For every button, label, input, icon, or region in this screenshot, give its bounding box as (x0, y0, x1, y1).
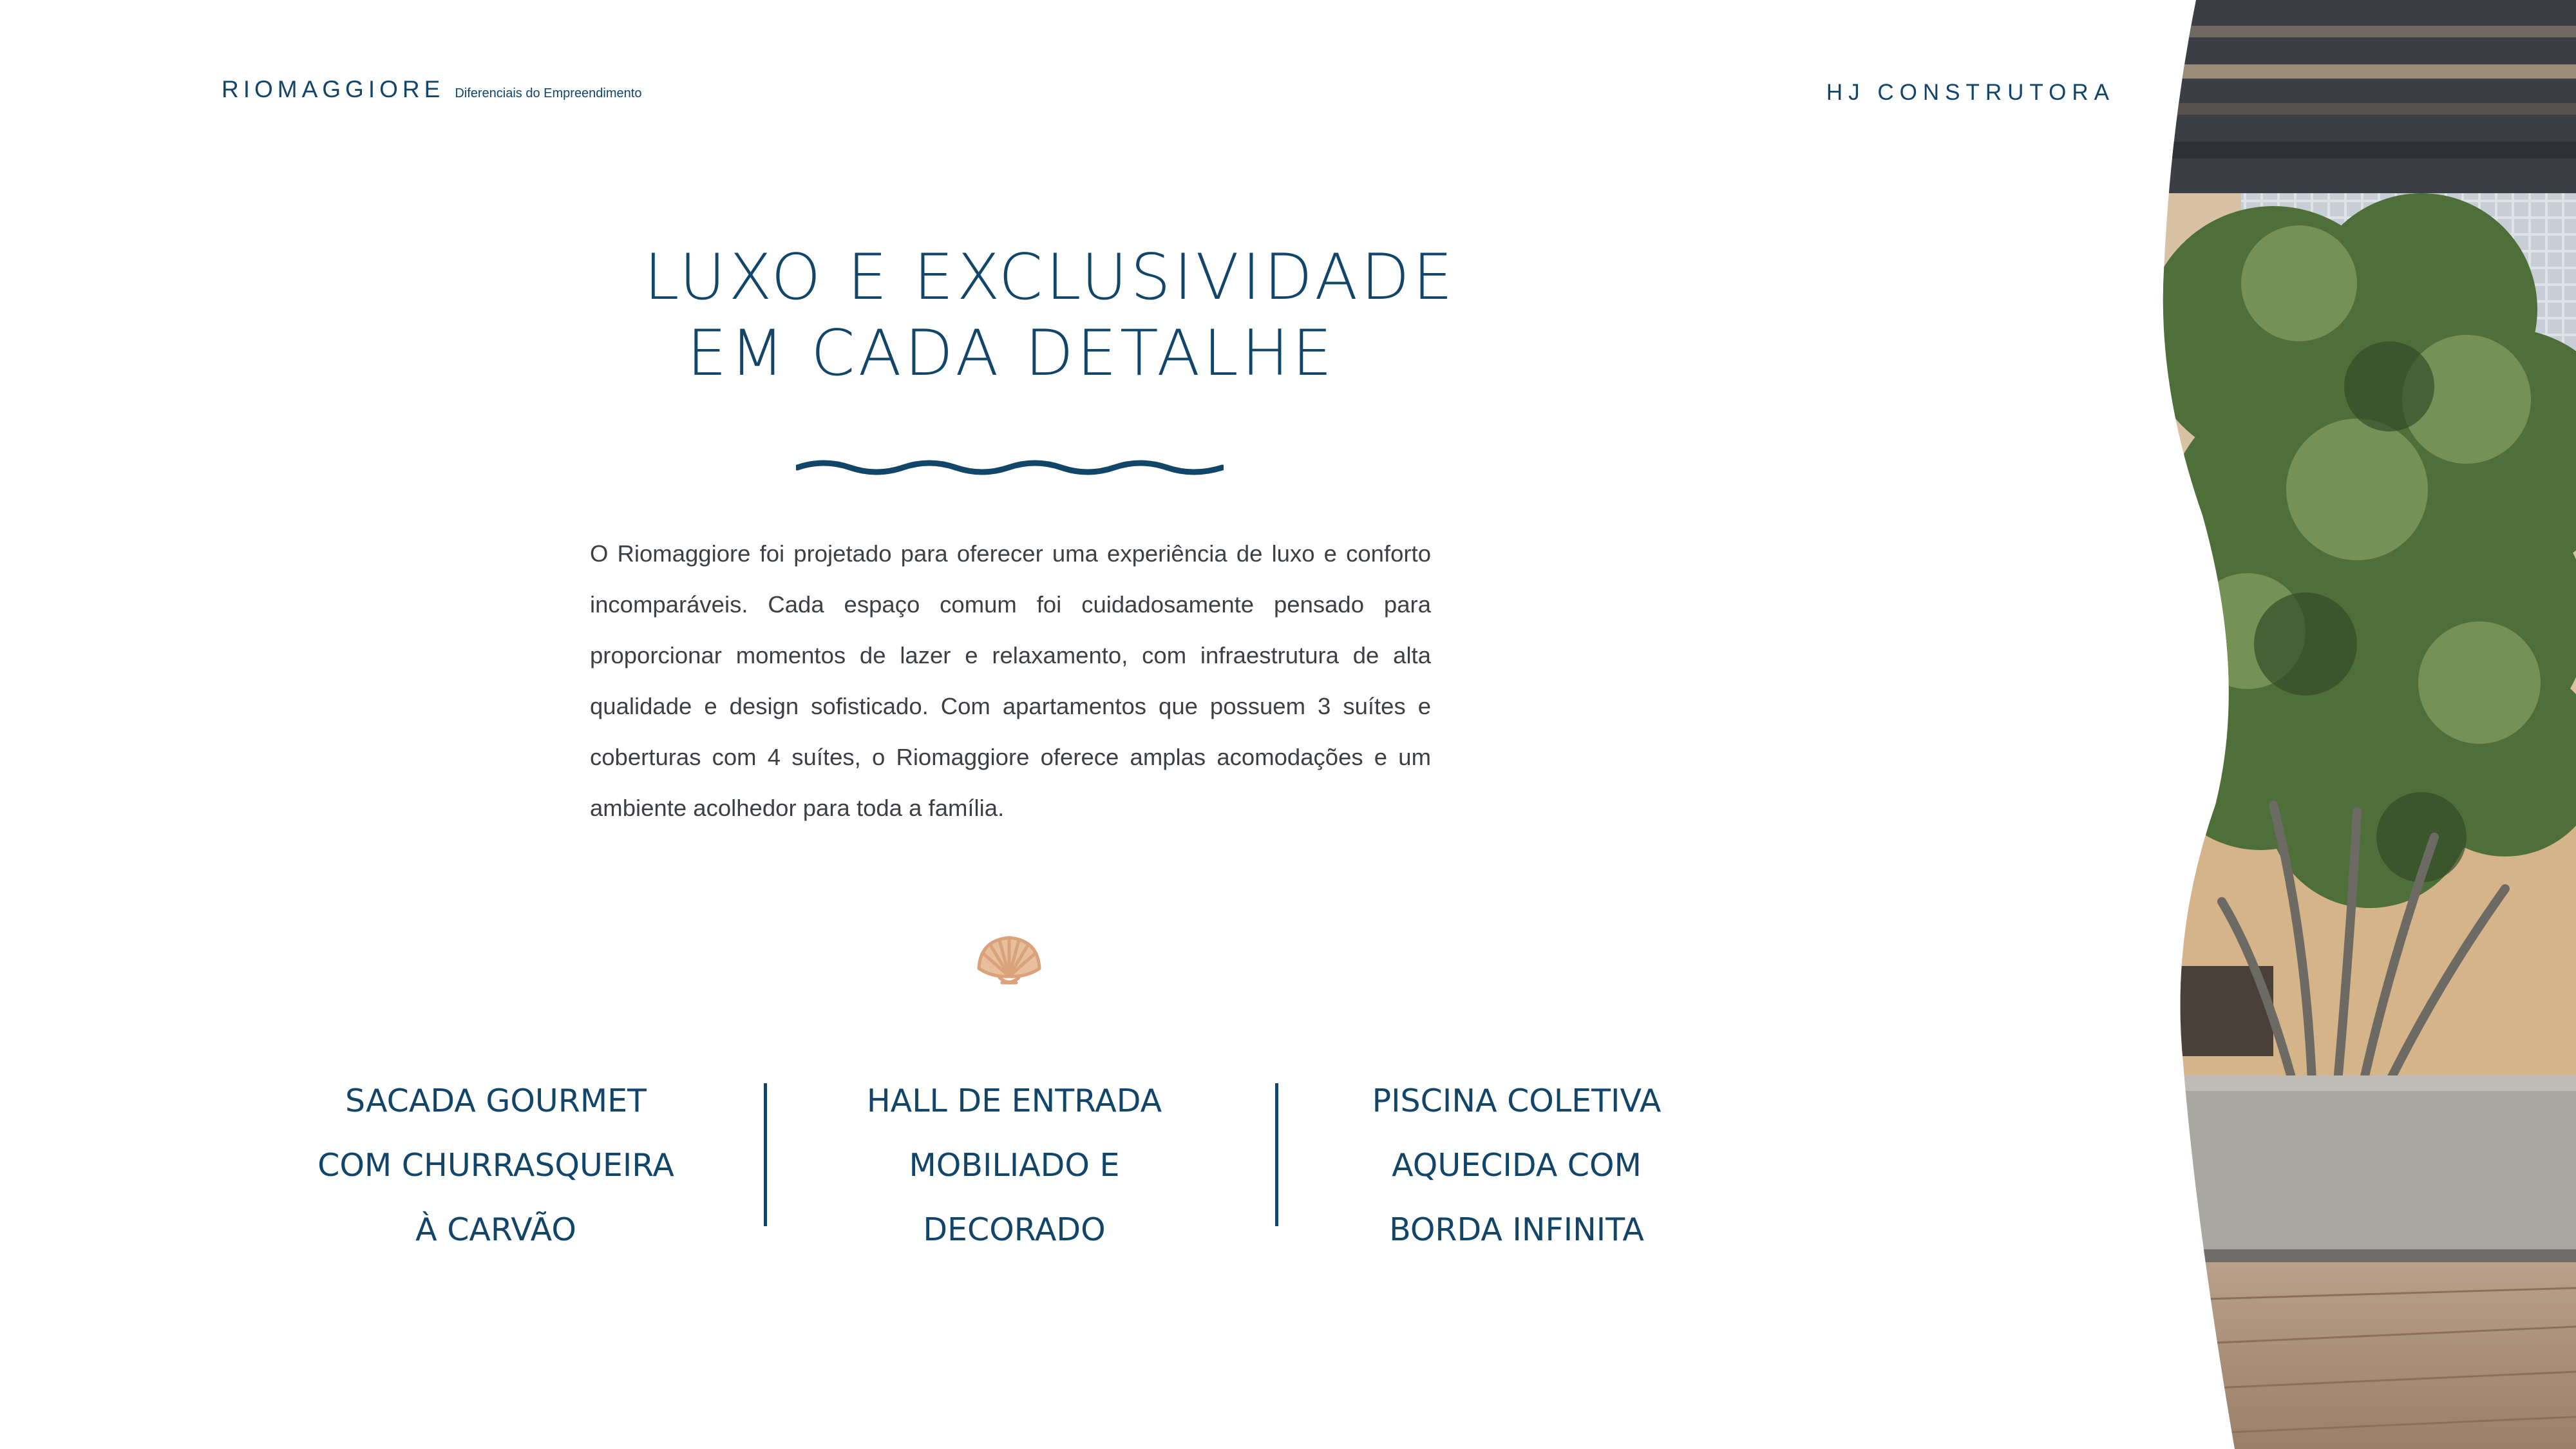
intro-line: incomparáveis. Cada espaço comum foi cuidadosamente pensado para (590, 591, 1431, 618)
feature-line: DECORADO (923, 1211, 1106, 1248)
feature-line: BORDA INFINITA (1389, 1211, 1644, 1248)
feature-gourmet-balcony (296, 1069, 696, 1262)
brand-subtitle: Diferenciais do Empreendimento (455, 86, 642, 100)
feature-line: AQUECIDA COM (1392, 1147, 1642, 1184)
building-tree-photo (2145, 0, 2576, 1449)
features-row (296, 1069, 1739, 1262)
feature-entrance-hall (815, 1069, 1214, 1262)
intro-line: ambiente acolhedor para toda a família. (590, 795, 1005, 821)
intro-line: qualidade e design sofisticado. Com apartamentos que possuem 3 suítes e (590, 693, 1431, 719)
feature-divider (1275, 1083, 1278, 1226)
feature-divider (764, 1083, 767, 1226)
brand-name: RIOMAGGIORE (222, 76, 445, 102)
title-line-1: LUXO E EXCLUSIVIDADE (644, 241, 1456, 314)
company-logo-text: HJ CONSTRUTORA (1826, 80, 2115, 105)
intro-paragraph (590, 528, 1431, 833)
feature-line: HALL DE ENTRADA (866, 1083, 1162, 1119)
wave-divider-icon (796, 455, 1224, 480)
intro-line: O Riomaggiore foi projetado para oferecer uma experiência de luxo e conforto (590, 540, 1431, 567)
brand-header (222, 76, 641, 103)
feature-line: SACADA GOURMET (345, 1083, 647, 1119)
feature-line: COM CHURRASQUEIRA (317, 1147, 674, 1184)
title-line-2: EM CADA DETALHE (687, 317, 1336, 390)
feature-line: MOBILIADO E (909, 1147, 1120, 1184)
feature-line: À CARVÃO (415, 1211, 576, 1248)
shell-icon (974, 931, 1045, 988)
page-title (644, 240, 1456, 392)
intro-line: coberturas com 4 suítes, o Riomaggiore oferece amplas acomodações e um (590, 744, 1431, 770)
feature-line: PISCINA COLETIVA (1372, 1083, 1662, 1119)
intro-line: proporcionar momentos de lazer e relaxamento, com infraestrutura de alta (590, 642, 1431, 668)
feature-heated-pool (1317, 1069, 1716, 1262)
